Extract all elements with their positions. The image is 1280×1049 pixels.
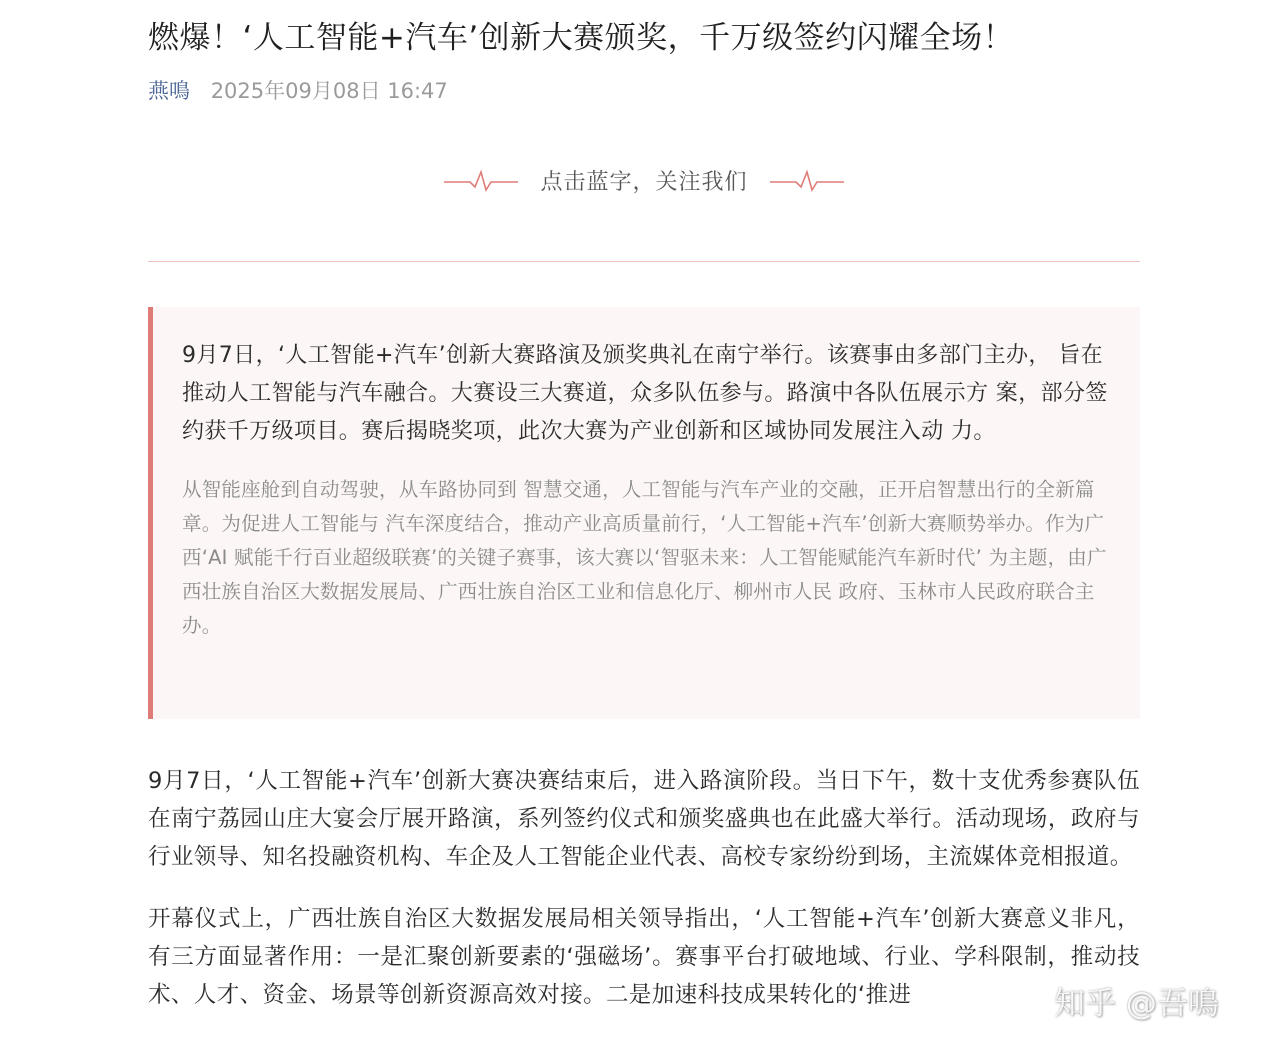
- zhihu-watermark: 知乎 @吾鳴: [1054, 986, 1219, 1022]
- summary-block: [148, 307, 1140, 719]
- follow-banner: [148, 165, 1140, 201]
- section-divider: [148, 261, 1140, 262]
- publish-date: 2025年09月08日 16:47: [210, 79, 448, 103]
- body-paragraph: 9月7日，‘人工智能+汽车’创新大赛决赛结束后，进入路演阶段。当日下午，数十支优秀参赛队伍在南宁荔园山庄大宴会厅展开路演，系列签约仪式和颁奖盛典也在此盛大举行。活动现场，政府与行业领导、知名投融资机构、车企及人工智能企业代表、高校专家纷纷到场，主流媒体竞相报道。: [148, 768, 1140, 870]
- heartbeat-line-icon: [770, 169, 844, 193]
- article-meta: [148, 74, 1140, 108]
- follow-prompt[interactable]: 点击蓝字，关注我们: [540, 170, 748, 195]
- summary-text: 9月7日，‘人工智能+汽车’创新大赛路演及颁奖典礼在南宁举行。该赛事由多部门主办， 旨在推动人工智能与汽车融合。大赛设三大赛道，众多队伍参与。路演中各队伍展示方 案，部分签约获千万级项目。赛后揭晓奖项，此次大赛为产业创新和区域协同发展注入动 力。: [182, 343, 1108, 444]
- body-paragraph: 开幕仪式上，广西壮族自治区大数据发展局相关领导指出，‘人工智能+汽车’创新大赛意义非凡，有三方面显著作用：一是汇聚创新要素的‘强磁场’。赛事平台打破地域、行业、学科限制，推动技术、人才、资金、场景等创新资源高效对接。二是加速科技成果转化的‘推进: [148, 906, 1140, 1008]
- heartbeat-line-icon: [444, 169, 518, 193]
- article: [148, 0, 1140, 1008]
- summary-intro: 从智能座舱到自动驾驶，从车路协同到 智慧交通，人工智能与汽车产业的交融，正开启智慧出行的全新篇章。为促进人工智能与 汽车深度结合，推动产业高质量前行，‘人工智能+汽车’创新大赛顺势举办。作为广西‘AI 赋能千行百业超级联赛’的关键子赛事，该大赛以‘智驱未来：人工智能赋能汽车新时代’ 为主题，由广西壮族自治区大数据发展局、广西壮族自治区工业和信息化厅、柳州市人民 政府、玉林市人民政府联合主办。: [182, 478, 1107, 637]
- author-link[interactable]: 燕鳴: [148, 79, 190, 103]
- article-body: [148, 762, 1140, 1038]
- article-title: 燃爆！‘人工智能+汽车’创新大赛颁奖，千万级签约闪耀全场！: [148, 20, 1015, 56]
